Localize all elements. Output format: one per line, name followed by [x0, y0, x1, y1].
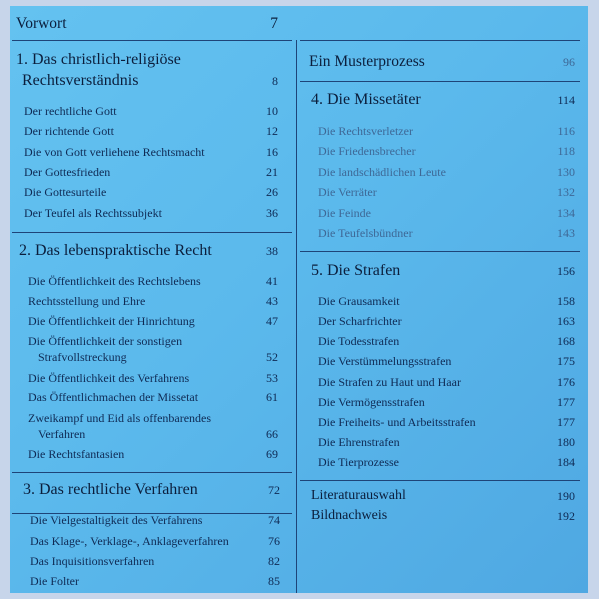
toc-page-number: 190: [557, 489, 575, 503]
toc-page-number: 192: [557, 509, 575, 523]
toc-entry[interactable]: Der Teufel als Rechtssubjekt: [24, 206, 162, 220]
toc-entry[interactable]: Die Teufelsbündner: [318, 226, 413, 240]
toc-page-number: 82: [268, 554, 280, 568]
section-4-title[interactable]: 4. Die Missetäter: [311, 91, 421, 108]
toc-page-number: 134: [557, 206, 575, 220]
toc-page-number: 85: [268, 574, 280, 588]
toc-entry[interactable]: Die Feinde: [318, 206, 371, 220]
toc-entry[interactable]: Die von Gott verliehene Rechtsmacht: [24, 145, 205, 159]
toc-page-number: 168: [557, 334, 575, 348]
toc-entry[interactable]: Die Strafen zu Haut und Haar: [318, 375, 461, 389]
toc-page-number: 47: [266, 314, 278, 328]
toc-entry[interactable]: Der richtende Gott: [24, 124, 114, 138]
toc-page-number: 8: [272, 74, 278, 88]
toc-page-number: 52: [266, 350, 278, 364]
toc-entry[interactable]: Rechtsstellung und Ehre: [28, 294, 146, 308]
toc-entry[interactable]: Die Folter: [30, 574, 79, 588]
toc-entry[interactable]: Das Klage-, Verklage-, Anklageverfahren: [30, 534, 229, 548]
toc-page-number: 175: [557, 354, 575, 368]
toc-page-number: 12: [266, 124, 278, 138]
toc-page-number: 177: [557, 415, 575, 429]
toc-entry[interactable]: Die Öffentlichkeit des Verfahrens: [28, 371, 190, 385]
section-3-title[interactable]: 3. Das rechtliche Verfahren: [23, 481, 198, 498]
section-2-title[interactable]: 2. Das lebenspraktische Recht: [19, 242, 212, 259]
section-divider: [12, 40, 292, 41]
toc-page-number: 177: [557, 395, 575, 409]
toc-entry[interactable]: Die Vielgestaltigkeit des Verfahrens: [30, 513, 203, 527]
section-1-title[interactable]: 1. Das christlich-religiöse: [16, 51, 181, 68]
section-divider: [300, 480, 580, 481]
toc-entry-literaturauswahl[interactable]: Literaturauswahl: [311, 488, 406, 503]
toc-page-number: 180: [557, 435, 575, 449]
toc-page-number: 72: [268, 483, 280, 497]
toc-entry[interactable]: Der rechtliche Gott: [24, 104, 117, 118]
toc-page-number: 118: [557, 144, 575, 158]
toc-entry-bildnachweis[interactable]: Bildnachweis: [311, 508, 388, 523]
toc-entry[interactable]: Die Öffentlichkeit der sonstigen: [28, 334, 183, 348]
toc-page-number: 43: [266, 294, 278, 308]
toc-entry[interactable]: Die Vermögensstrafen: [318, 395, 425, 409]
toc-page-number: 130: [557, 165, 575, 179]
toc-page-number: 184: [557, 455, 575, 469]
toc-entry[interactable]: Die Gottesurteile: [24, 185, 107, 199]
toc-page: [10, 6, 588, 593]
toc-page-number: 26: [266, 185, 278, 199]
toc-page-number: 10: [266, 104, 278, 118]
toc-page-number: 96: [563, 55, 575, 69]
toc-entry[interactable]: Die Verräter: [318, 185, 377, 199]
toc-page-number: 132: [557, 185, 575, 199]
toc-page-number: 38: [266, 244, 278, 258]
toc-page-number: 69: [266, 447, 278, 461]
toc-entry[interactable]: Die Freiheits- und Arbeitsstrafen: [318, 415, 476, 429]
column-divider: [296, 40, 297, 593]
section-divider: [12, 232, 292, 233]
toc-entry[interactable]: Die landschädlichen Leute: [318, 165, 446, 179]
toc-entry-musterprozess[interactable]: Ein Musterprozess: [309, 53, 425, 70]
section-divider: [300, 40, 580, 41]
toc-page-number: 21: [266, 165, 278, 179]
toc-entry[interactable]: Zweikampf und Eid als offenbarendes: [28, 411, 212, 425]
toc-entry[interactable]: Der Gottesfrieden: [24, 165, 111, 179]
toc-page-number: 53: [266, 371, 278, 385]
toc-entry[interactable]: Die Öffentlichkeit des Rechtslebens: [28, 274, 201, 288]
toc-entry[interactable]: Der Scharfrichter: [318, 314, 402, 328]
toc-page-number: 36: [266, 206, 278, 220]
toc-page-number: 163: [557, 314, 575, 328]
toc-page-number: 41: [266, 274, 278, 288]
toc-entry[interactable]: Das Inquisitionsverfahren: [30, 554, 155, 568]
toc-entry[interactable]: Die Friedensbrecher: [318, 144, 416, 158]
toc-page-number: 116: [557, 124, 575, 138]
section-divider: [12, 472, 292, 473]
toc-page-number: 61: [266, 390, 278, 404]
toc-page-number: 158: [557, 294, 575, 308]
toc-page-number: 114: [557, 93, 575, 107]
toc-entry-vorwort[interactable]: Vorwort: [16, 15, 67, 32]
toc-entry[interactable]: Die Todesstrafen: [318, 334, 400, 348]
toc-page-number: 66: [266, 427, 278, 441]
toc-entry[interactable]: Die Ehrenstrafen: [318, 435, 400, 449]
toc-entry-line2[interactable]: Strafvollstreckung: [38, 350, 127, 364]
toc-entry[interactable]: Die Rechtsverletzer: [318, 124, 413, 138]
toc-entry[interactable]: Das Öffentlichmachen der Missetat: [28, 390, 199, 404]
section-divider: [300, 81, 580, 82]
toc-entry[interactable]: Die Rechtsfantasien: [28, 447, 125, 461]
toc-page-number: 16: [266, 145, 278, 159]
toc-entry[interactable]: Die Tierprozesse: [318, 455, 399, 469]
toc-entry[interactable]: Die Grausamkeit: [318, 294, 400, 308]
toc-page-number: 176: [557, 375, 575, 389]
section-1-title-line2[interactable]: Rechtsverständnis: [22, 72, 139, 89]
toc-page-number: 156: [557, 264, 575, 278]
toc-page-number: 7: [270, 15, 278, 32]
toc-entry-line2[interactable]: Verfahren: [38, 427, 86, 441]
toc-page-number: 74: [268, 513, 280, 527]
section-divider: [300, 251, 580, 252]
toc-entry[interactable]: Die Verstümmelungsstrafen: [318, 354, 452, 368]
toc-entry[interactable]: Die Öffentlichkeit der Hinrichtung: [28, 314, 195, 328]
section-5-title[interactable]: 5. Die Strafen: [311, 262, 401, 279]
toc-page-number: 143: [557, 226, 575, 240]
toc-page-number: 76: [268, 534, 280, 548]
